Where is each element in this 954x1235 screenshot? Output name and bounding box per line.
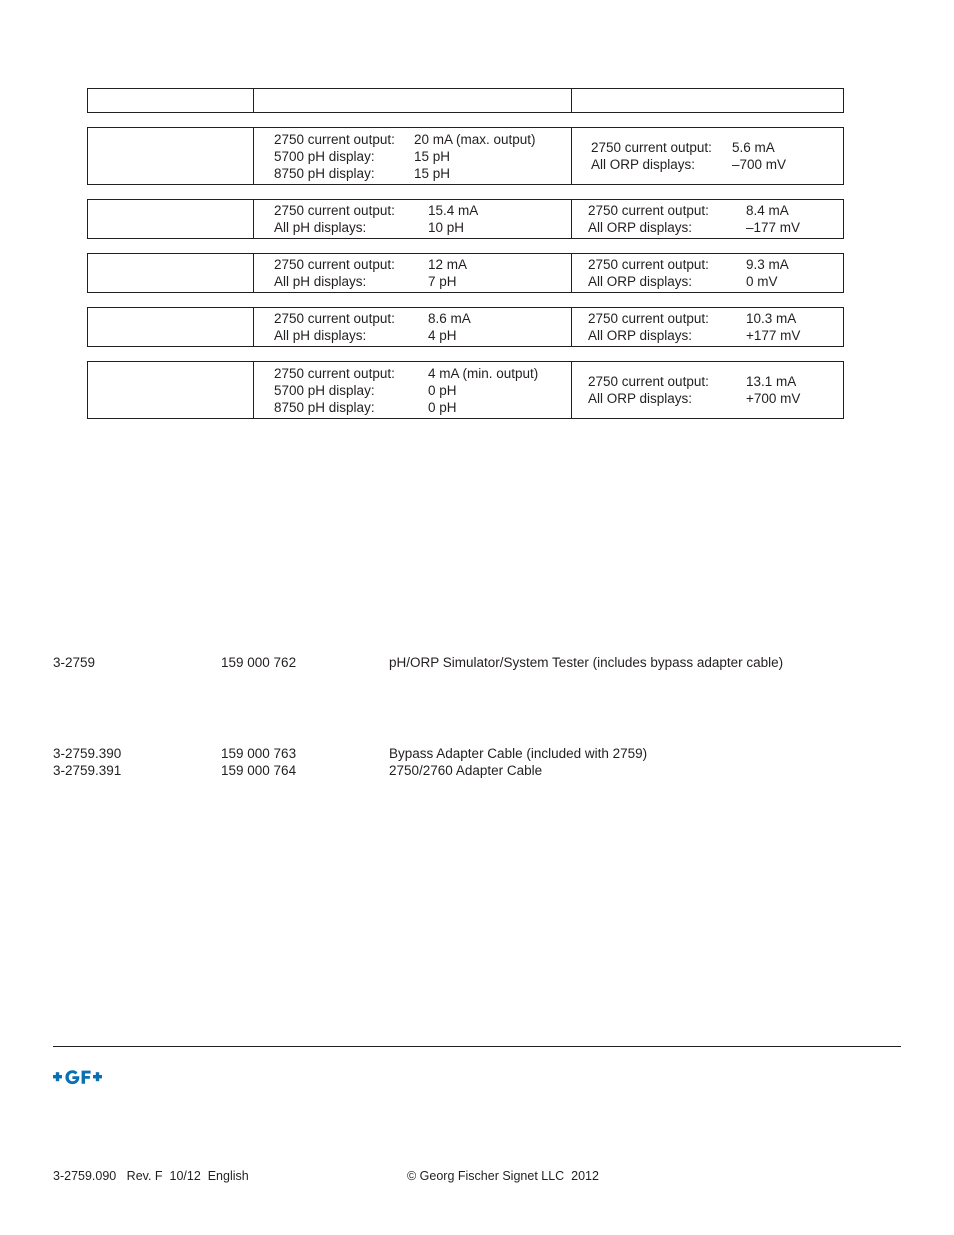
ph-value: 15 pH — [414, 166, 451, 181]
table-row — [87, 199, 844, 239]
orp-label: All ORP displays: — [588, 220, 693, 235]
ph-label: All pH displays: — [274, 274, 367, 289]
orp-value: 0 mV — [746, 274, 778, 289]
part-number: 3-2759.391 — [53, 763, 122, 778]
column-divider — [571, 200, 572, 238]
table-row — [87, 307, 844, 347]
ph-value: 20 mA (max. output) — [414, 132, 536, 147]
orp-label: All ORP displays: — [591, 157, 696, 172]
column-divider — [571, 254, 572, 292]
orp-value: 10.3 mA — [746, 311, 797, 326]
ph-label: 8750 pH display: — [274, 400, 375, 415]
ph-value: 10 pH — [428, 220, 465, 235]
column-divider — [253, 200, 254, 238]
column-divider — [571, 128, 572, 184]
ph-value: 15 pH — [414, 149, 451, 164]
orp-cell — [588, 373, 800, 407]
ph-value: 4 mA (min. output) — [428, 366, 539, 381]
ph-label: 2750 current output: — [274, 366, 395, 381]
column-divider — [571, 308, 572, 346]
footer-rule — [53, 1046, 901, 1047]
part-code: 159 000 762 — [221, 655, 297, 670]
orp-label: 2750 current output: — [588, 311, 709, 326]
ph-label: 2750 current output: — [274, 311, 395, 326]
orp-value: 8.4 mA — [746, 203, 789, 218]
column-divider — [253, 254, 254, 292]
column-divider — [253, 128, 254, 184]
orp-cell — [588, 310, 800, 344]
ph-label: 2750 current output: — [274, 257, 395, 272]
orp-value: –177 mV — [746, 220, 801, 235]
orp-value: 9.3 mA — [746, 257, 789, 272]
orp-value: –700 mV — [732, 157, 787, 172]
orp-label: All ORP displays: — [588, 391, 693, 406]
table-header-row — [87, 88, 844, 113]
orp-cell — [588, 256, 789, 290]
orp-value: 5.6 mA — [732, 140, 775, 155]
ph-value: 8.6 mA — [428, 311, 471, 326]
table-row — [87, 361, 844, 419]
ph-label: All pH displays: — [274, 328, 367, 343]
orp-value: 13.1 mA — [746, 374, 797, 389]
ph-label: 5700 pH display: — [274, 383, 375, 398]
orp-value: +700 mV — [746, 391, 801, 406]
ph-cell — [274, 365, 538, 416]
orp-label: 2750 current output: — [588, 374, 709, 389]
part-code: 159 000 764 — [221, 763, 297, 778]
part-code: 159 000 763 — [221, 746, 297, 761]
ph-cell — [274, 310, 471, 344]
table-row — [87, 253, 844, 293]
orp-cell — [588, 202, 800, 236]
orp-label: 2750 current output: — [591, 140, 712, 155]
ph-label: All pH displays: — [274, 220, 367, 235]
ph-cell — [274, 202, 478, 236]
ph-label: 2750 current output: — [274, 132, 395, 147]
ph-value: 0 pH — [428, 400, 457, 415]
orp-cell — [591, 139, 786, 173]
column-divider — [571, 89, 572, 112]
orp-label: 2750 current output: — [588, 203, 709, 218]
part-number: 3-2759 — [53, 655, 96, 670]
ph-label: 5700 pH display: — [274, 149, 375, 164]
orp-label: 2750 current output: — [588, 257, 709, 272]
column-divider — [253, 308, 254, 346]
ph-label: 8750 pH display: — [274, 166, 375, 181]
part-description: Bypass Adapter Cable (included with 2759) — [389, 746, 648, 761]
orp-label: All ORP displays: — [588, 328, 693, 343]
ph-cell — [274, 131, 536, 182]
ph-value: 7 pH — [428, 274, 457, 289]
copyright-notice: © Georg Fischer Signet LLC 2012 — [407, 1169, 599, 1183]
part-description: 2750/2760 Adapter Cable — [389, 763, 543, 778]
table-row — [87, 127, 844, 185]
column-divider — [253, 89, 254, 112]
gf-logo-icon — [53, 1066, 109, 1088]
ph-cell — [274, 256, 467, 290]
part-description: pH/ORP Simulator/System Tester (includes bypass adapter cable) — [389, 655, 784, 670]
document-number: 3-2759.090 Rev. F 10/12 English — [53, 1169, 249, 1183]
ph-value: 4 pH — [428, 328, 457, 343]
column-divider — [253, 362, 254, 418]
ph-value: 12 mA — [428, 257, 468, 272]
ph-label: 2750 current output: — [274, 203, 395, 218]
orp-value: +177 mV — [746, 328, 801, 343]
ph-value: 15.4 mA — [428, 203, 479, 218]
orp-label: All ORP displays: — [588, 274, 693, 289]
ph-value: 0 pH — [428, 383, 457, 398]
part-number: 3-2759.390 — [53, 746, 122, 761]
column-divider — [571, 362, 572, 418]
